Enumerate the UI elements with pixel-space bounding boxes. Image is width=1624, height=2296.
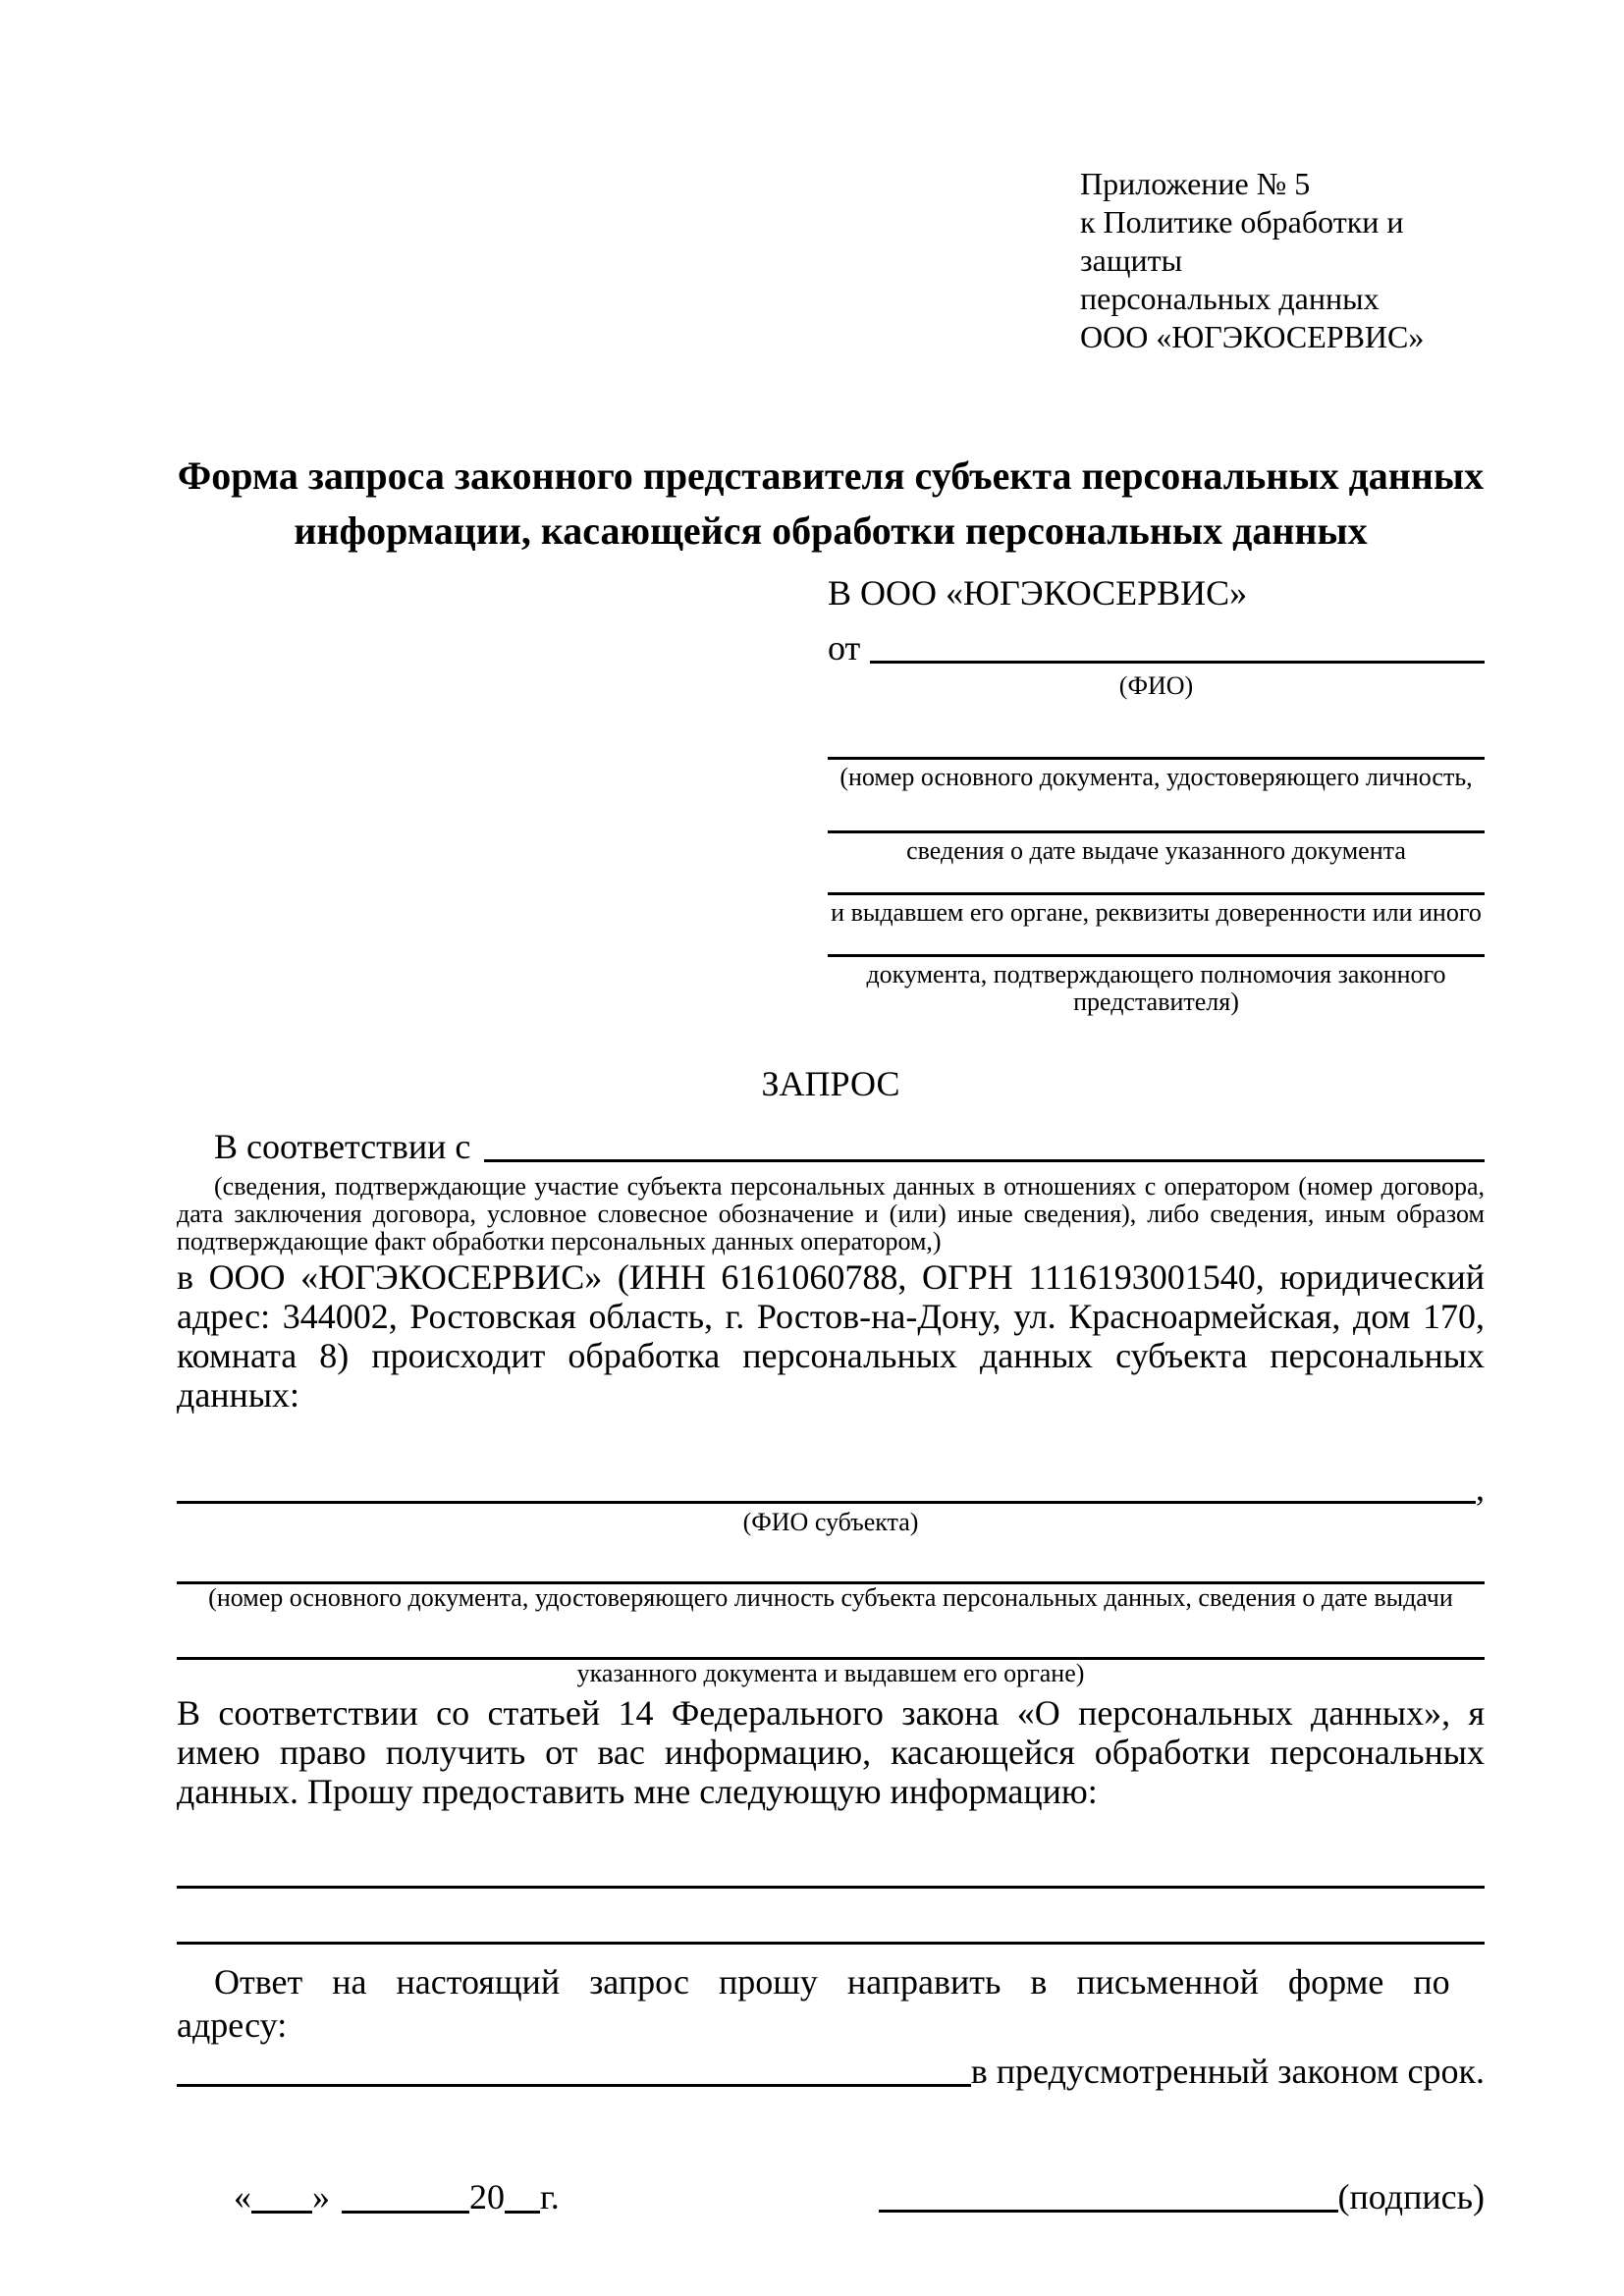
date-month-blank [342,2181,469,2214]
document-title [177,449,1485,559]
signature-caption: (подпись) [1337,2177,1485,2216]
appendix-header-line: ООО «ЮГЭКОСЕРВИС» [1080,319,1425,354]
signature-field [879,2176,1485,2217]
intro-caption: (сведения, подтверждающие участие субъекта персональных данных в отношениях с оператором (номер договора, дата заключения договора, условное словесное обозначение и (или) иные сведения), либо сведения, иным образом подтверждающие факт обработки персональных данных оператором,) [177,1172,1485,1255]
subject-fio-blank-line [177,1501,1476,1504]
answer-suffix: в предусмотренный законом срок. [970,2052,1485,2091]
doc-blank-line-1 [828,757,1485,760]
answer-address-row [177,2047,1485,2092]
signature-blank-line [879,2180,1338,2213]
subject-line-comma: , [1476,1468,1485,1508]
addressee-block [828,568,1485,1016]
date-signature-row [177,2176,1485,2217]
address-blank-line [177,2084,971,2087]
info-blank-line-1 [177,1886,1485,1889]
date-quote-open: « [234,2177,251,2216]
from-row [828,617,1485,668]
answer-line: Ответ на настоящий запрос прошу направить в письменной форме по адресу: [177,1962,1450,2045]
request-heading: ЗАПРОС [761,1064,900,1103]
appendix-header-line: персональных данных [1080,281,1380,316]
from-label: от [828,628,861,667]
addressee-organization: В ООО «ЮГЭКОСЕРВИС» [828,573,1248,613]
intro-blank-line [484,1159,1485,1162]
doc-caption-1: (номер основного документа, удостоверяющего личность, [839,763,1473,791]
doc-caption-2: сведения о дате выдаче указанного документа [906,836,1406,865]
law-paragraph: В соответствии со статьей 14 Федерального закона «О персональных данных», я имею право получить от вас информацию, касающейся обработки персональных данных. Прошу предоставить мне следующую информацию: [177,1693,1485,1811]
subject-doc-caption-2: указанного документа и выдавшем его органе) [576,1659,1085,1687]
subject-fio-caption: (ФИО субъекта) [742,1508,919,1536]
subject-fio-row [177,1466,1485,1509]
intro-row [177,1120,1485,1167]
date-day-blank [251,2181,312,2214]
appendix-header-line: к Политике обработки и защиты [1080,204,1404,278]
date-year-prefix: 20 [469,2177,505,2216]
document-title-line: информации, касающейся обработки персональных данных [294,508,1368,553]
info-blank-line-2 [177,1942,1485,1945]
fio-caption: (ФИО) [1118,671,1194,700]
appendix-header [1080,165,1485,356]
date-year-blank [505,2181,540,2214]
date-year-suffix: г. [540,2177,560,2216]
intro-label: В соответствии с [214,1127,471,1166]
operator-paragraph: в ООО «ЮГЭКОСЕРВИС» (ИНН 6161060788, ОГРН 1116193001540, юридический адрес: 344002, Ростовская область, г. Ростов-на-Дону, ул. Красноармейская, дом 170, комната 8) происходит обработка персональных данных субъекта персональных данных: [177,1257,1485,1415]
document-title-line: Форма запроса законного представителя субъекта персональных данных [177,454,1485,498]
doc-blank-line-2 [828,830,1485,833]
date-quote-close: » [312,2177,330,2216]
doc-blank-line-4 [828,954,1485,957]
fio-blank-line [870,661,1485,664]
doc-caption-3: и выдавшем его органе, реквизиты доверенности или иного [831,898,1482,927]
doc-caption-4: документа, подтверждающего полномочия законного представителя) [866,960,1446,1016]
date-field [234,2176,560,2217]
subject-doc-caption-1: (номер основного документа, удостоверяющего личность субъекта персональных данных, сведения о дате выдачи [208,1583,1453,1612]
appendix-header-line: Приложение № 5 [1080,166,1311,201]
doc-blank-line-3 [828,892,1485,895]
